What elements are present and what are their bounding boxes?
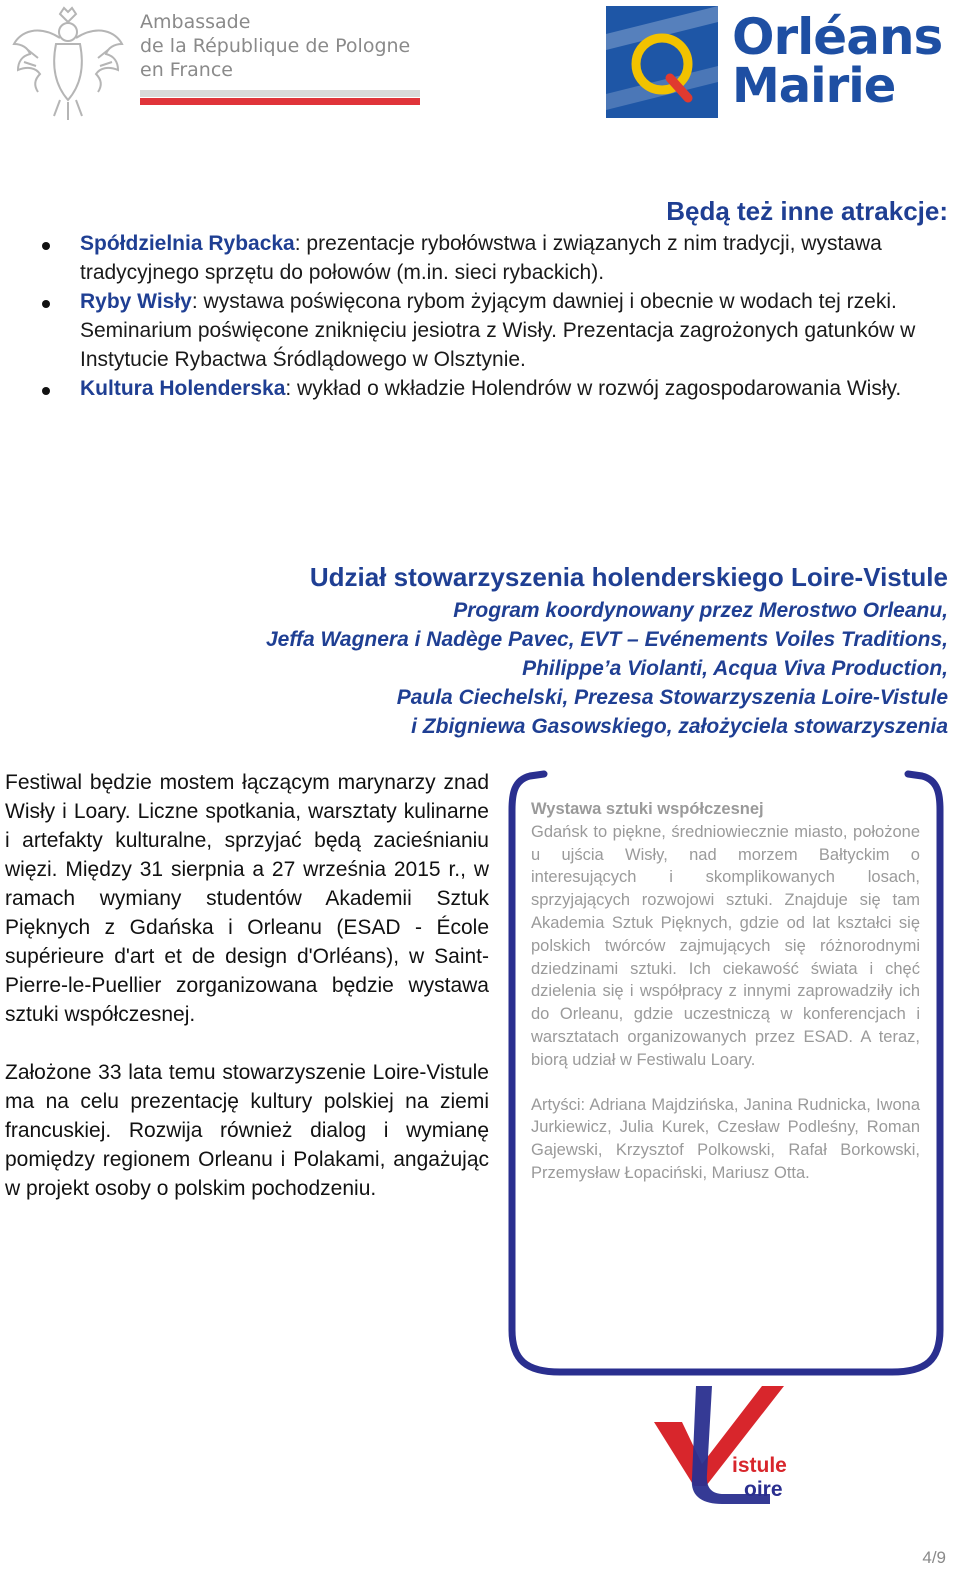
program-line: Paula Ciechelski, Prezesa Stowarzyszenia Loire-Vistule bbox=[396, 686, 948, 709]
list-item bbox=[34, 374, 954, 403]
list-item bbox=[34, 229, 954, 287]
program-line: i Zbigniewa Gasowskiego, założyciela stowarzyszenia bbox=[411, 715, 948, 738]
orleans-logo-text bbox=[732, 8, 943, 114]
item-name: Kultura Holenderska bbox=[80, 377, 286, 400]
embassy-line-2: de la République de Pologne bbox=[140, 35, 411, 57]
mairie-word: Mairie bbox=[732, 58, 896, 114]
item-text: : prezentacje rybołówstwa i związanych z nim tradycji, wystawa tradycyjnego sprzętu do połowów (m.in. sieci rybackich). bbox=[80, 232, 882, 284]
item-name: Spółdzielnia Rybacka bbox=[80, 232, 295, 255]
paragraph: Festiwal będzie mostem łączącym marynarzy znad Wisły i Loary. Liczne spotkania, warsztaty kulinarne i artefakty kulturalne, sprzyjać będą zacieśnianiu więzi. Między 31 sierpnia a 27 września 2015 r., w ramach wymiany studentów Akademii Sztuk Pięknych z Gdańska i Orleanu (ESAD - École supérieure d'art et de design d'Orléans), w Saint-Pierre-le-Puellier zorganizowana będzie wystawa sztuki współczesnej. bbox=[5, 771, 489, 1026]
flag-stripe bbox=[140, 90, 420, 114]
logo-word-oire: oire bbox=[744, 1478, 783, 1501]
embassy-line-3: en France bbox=[140, 59, 233, 81]
body-text bbox=[5, 768, 489, 1203]
embassy-line-1: Ambassade bbox=[140, 11, 251, 33]
art-box-artists: Artyści: Adriana Majdzińska, Janina Rudnicka, Iwona Jurkiewicz, Julia Kurek, Czesław Podleśny, Roman Gajewski, Krzysztof Polkowski, Rafał Borkowski, Przemysław Łopaciński, Mariusz Otta. bbox=[531, 1095, 920, 1182]
item-text: : wystawa poświęcona rybom żyjącym dawniej i obecnie w wodach tej rzeki. Seminarium poświęcone zniknięciu jesiotra z Wisły. Prezentacja zagrożonych gatunków w Instytucie Rybactwa Śródlądowego w Olsztynie. bbox=[80, 290, 916, 371]
attractions-title: Będą też inne atrakcje: bbox=[666, 196, 948, 226]
program-line: Philippe’a Violanti, Acqua Viva Production, bbox=[522, 657, 948, 680]
program-line: Program koordynowany przez Merostwo Orleanu, bbox=[453, 599, 948, 622]
orleans-logo-mark bbox=[606, 6, 718, 118]
paragraph: Założone 33 lata temu stowarzyszenie Loire-Vistule ma na celu prezentację kultury polskiej na ziemi francuskiej. Rozwija również dialog i wymianę pomiędzy regionem Orleanu i Polakami, angażując w projekt osoby o polskim pochodzeniu. bbox=[5, 1061, 489, 1200]
item-name: Ryby Wisły bbox=[80, 290, 192, 313]
item-text: : wykład o wkładzie Holendrów w rozwój zagospodarowania Wisły. bbox=[285, 377, 902, 400]
orleans-word: Orléans bbox=[732, 8, 943, 66]
logo-word-istule: istule bbox=[732, 1454, 787, 1477]
program-credits bbox=[48, 596, 948, 741]
art-box-title: Wystawa sztuki współczesnej bbox=[531, 800, 764, 818]
attractions-list bbox=[34, 229, 954, 403]
bullet-icon bbox=[42, 300, 50, 308]
vistule-section-title: Udział stowarzyszenia holenderskiego Loire-Vistule bbox=[309, 562, 948, 592]
list-item bbox=[34, 287, 954, 374]
bullet-icon bbox=[42, 387, 50, 395]
art-exhibition-box bbox=[531, 798, 920, 1185]
program-line: Jeffa Wagnera i Nadège Pavec, EVT – Evénements Voiles Traditions, bbox=[266, 628, 948, 651]
page-number: 4/9 bbox=[922, 1548, 946, 1567]
loire-vistule-logo bbox=[652, 1382, 800, 1508]
polish-eagle-emblem bbox=[8, 4, 128, 124]
bullet-icon bbox=[42, 242, 50, 250]
embassy-name bbox=[140, 10, 410, 82]
art-box-text: Gdańsk to piękne, średniowiecznie miasto, położone u ujścia Wisły, nad morzem Bałtyckim o interesujących i skomplikowanych losach, sprzyjających rozwojowi sztuki. Znajduje się tam Akademia Sztuk Pięknych, gdzie od lat kształci się polskich twórców zajmujących się różnorodnymi dziedzinami sztuki. Ich ciekawość świata i chęć dzielenia się i współpracy z innymi zaprowadziły ich do Orleanu, gdzie uczestniczą w konferencjach i warsztatach organizowanych przez ESAD. A teraz, biorą udział w Festiwalu Loary. bbox=[531, 822, 920, 1069]
